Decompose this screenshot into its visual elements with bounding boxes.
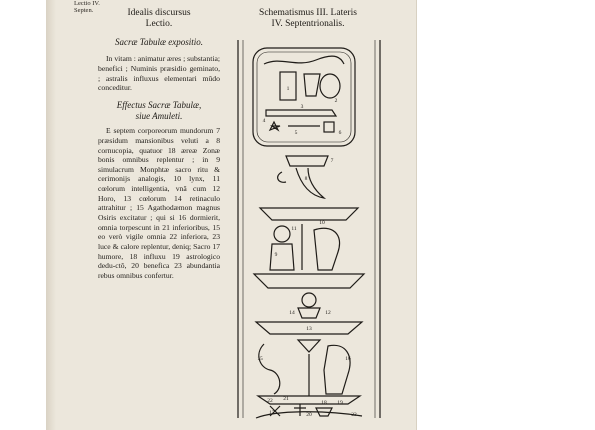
page-gutter	[46, 0, 56, 430]
text-column	[98, 8, 220, 281]
section2-text: E septem corporeorum mundorum 7 præsidum mansionibus veluti a 8 cornucopia, quatuor 18 æreæ Zonæ bonis omnibus replentur ; in 9 simulacrum Monphtæ sacro ritu & cerimonijs analogis, 10 lynx, 11 cœlorum intelligentia, vnâ cum 12 Horo, 13 cœlorum 14 retinaculo attrahitur ; 15 Agathodæmon magnus Osiris excitatur ; qui si 16 dormierit, omnia torpescunt in 21 inferioribus, 15 eo verò vigile omnia 22 inferiora, 23 luce & calore replentur, deniq; Sacro 17 humore, 18 influxu 19 astrologico dedu-ctô, 20 benefica 23 abundantia rebus omnibus confertur.	[98, 126, 220, 281]
serpent-glyph	[264, 56, 344, 64]
figure-number: 4	[262, 118, 266, 124]
snake-figure	[259, 344, 280, 394]
disc-glyph	[320, 74, 340, 98]
owl-figure	[324, 345, 350, 394]
figure-number: 7	[330, 158, 334, 164]
figure-number: 5	[294, 130, 298, 136]
figure-number: 9	[274, 252, 278, 258]
figure-number: 3	[300, 104, 304, 110]
vase-glyph	[304, 74, 320, 96]
figure-number: 8	[304, 176, 308, 182]
head-pedestal	[298, 308, 320, 318]
section1-title-line: Sacræ Tabulæ expositio.	[115, 37, 203, 47]
ribbon-glyph	[278, 172, 286, 182]
figure-number: 6	[338, 130, 342, 136]
figure-number: 16	[345, 356, 351, 362]
left-heading-line: Idealis discursus	[127, 8, 191, 18]
figure-number: 1	[286, 86, 290, 92]
corner-note-line: Septen.	[74, 7, 94, 14]
arm-glyph	[266, 110, 336, 116]
figure-number: 21	[283, 396, 289, 402]
figure-number: 19	[337, 400, 343, 406]
scene2-base	[258, 396, 360, 404]
figure-number: 18	[321, 400, 327, 406]
corner-note-line: Lectio IV.	[74, 0, 100, 7]
corner-note	[74, 0, 100, 14]
plus-glyph	[294, 404, 306, 416]
figure-number: 23	[351, 412, 357, 418]
figure-number: 13	[306, 326, 312, 332]
head-glyph	[302, 293, 316, 307]
figure-number: 10	[319, 220, 325, 226]
seated-figure-body	[270, 244, 294, 270]
figure-number: 12	[325, 310, 331, 316]
figure-number: 11	[291, 226, 297, 232]
figure-number: 22	[267, 398, 273, 404]
star-glyph	[270, 122, 280, 130]
figure-number: 15	[257, 356, 263, 362]
bowl-glyph	[298, 340, 320, 352]
seated-figure-head	[274, 226, 290, 242]
left-heading	[98, 8, 220, 30]
block-glyph	[324, 122, 334, 132]
section1-text: In vitam : animatur æres ; substantia; benefici ; Numinis præsidio geminato, ; astralis influxus elementari mûdo conceditur.	[98, 54, 221, 93]
figure-number: 14	[289, 310, 295, 316]
section2-title-line: Effectus Sacræ Tabulæ,	[116, 100, 202, 111]
section2-title	[98, 100, 220, 122]
platform-glyph	[286, 156, 328, 166]
plate-heading-line: IV. Septentrionalis.	[271, 19, 345, 29]
scene1-top-frame	[260, 208, 358, 220]
figure-number: 20	[306, 412, 312, 418]
figure-number: 2	[334, 98, 338, 104]
cornucopia-glyph	[296, 168, 324, 198]
figure-number: 17	[269, 410, 275, 416]
plate-heading-line: Schematismus III. Lateris	[259, 8, 357, 18]
plate-heading	[238, 8, 378, 30]
engraved-plate	[236, 38, 382, 420]
scene1-base	[254, 274, 364, 288]
left-heading-line: Lectio.	[145, 19, 173, 29]
section2-title-line: siue Amuleti.	[135, 111, 183, 122]
section1-title	[98, 37, 220, 48]
hawk-figure	[314, 228, 340, 270]
